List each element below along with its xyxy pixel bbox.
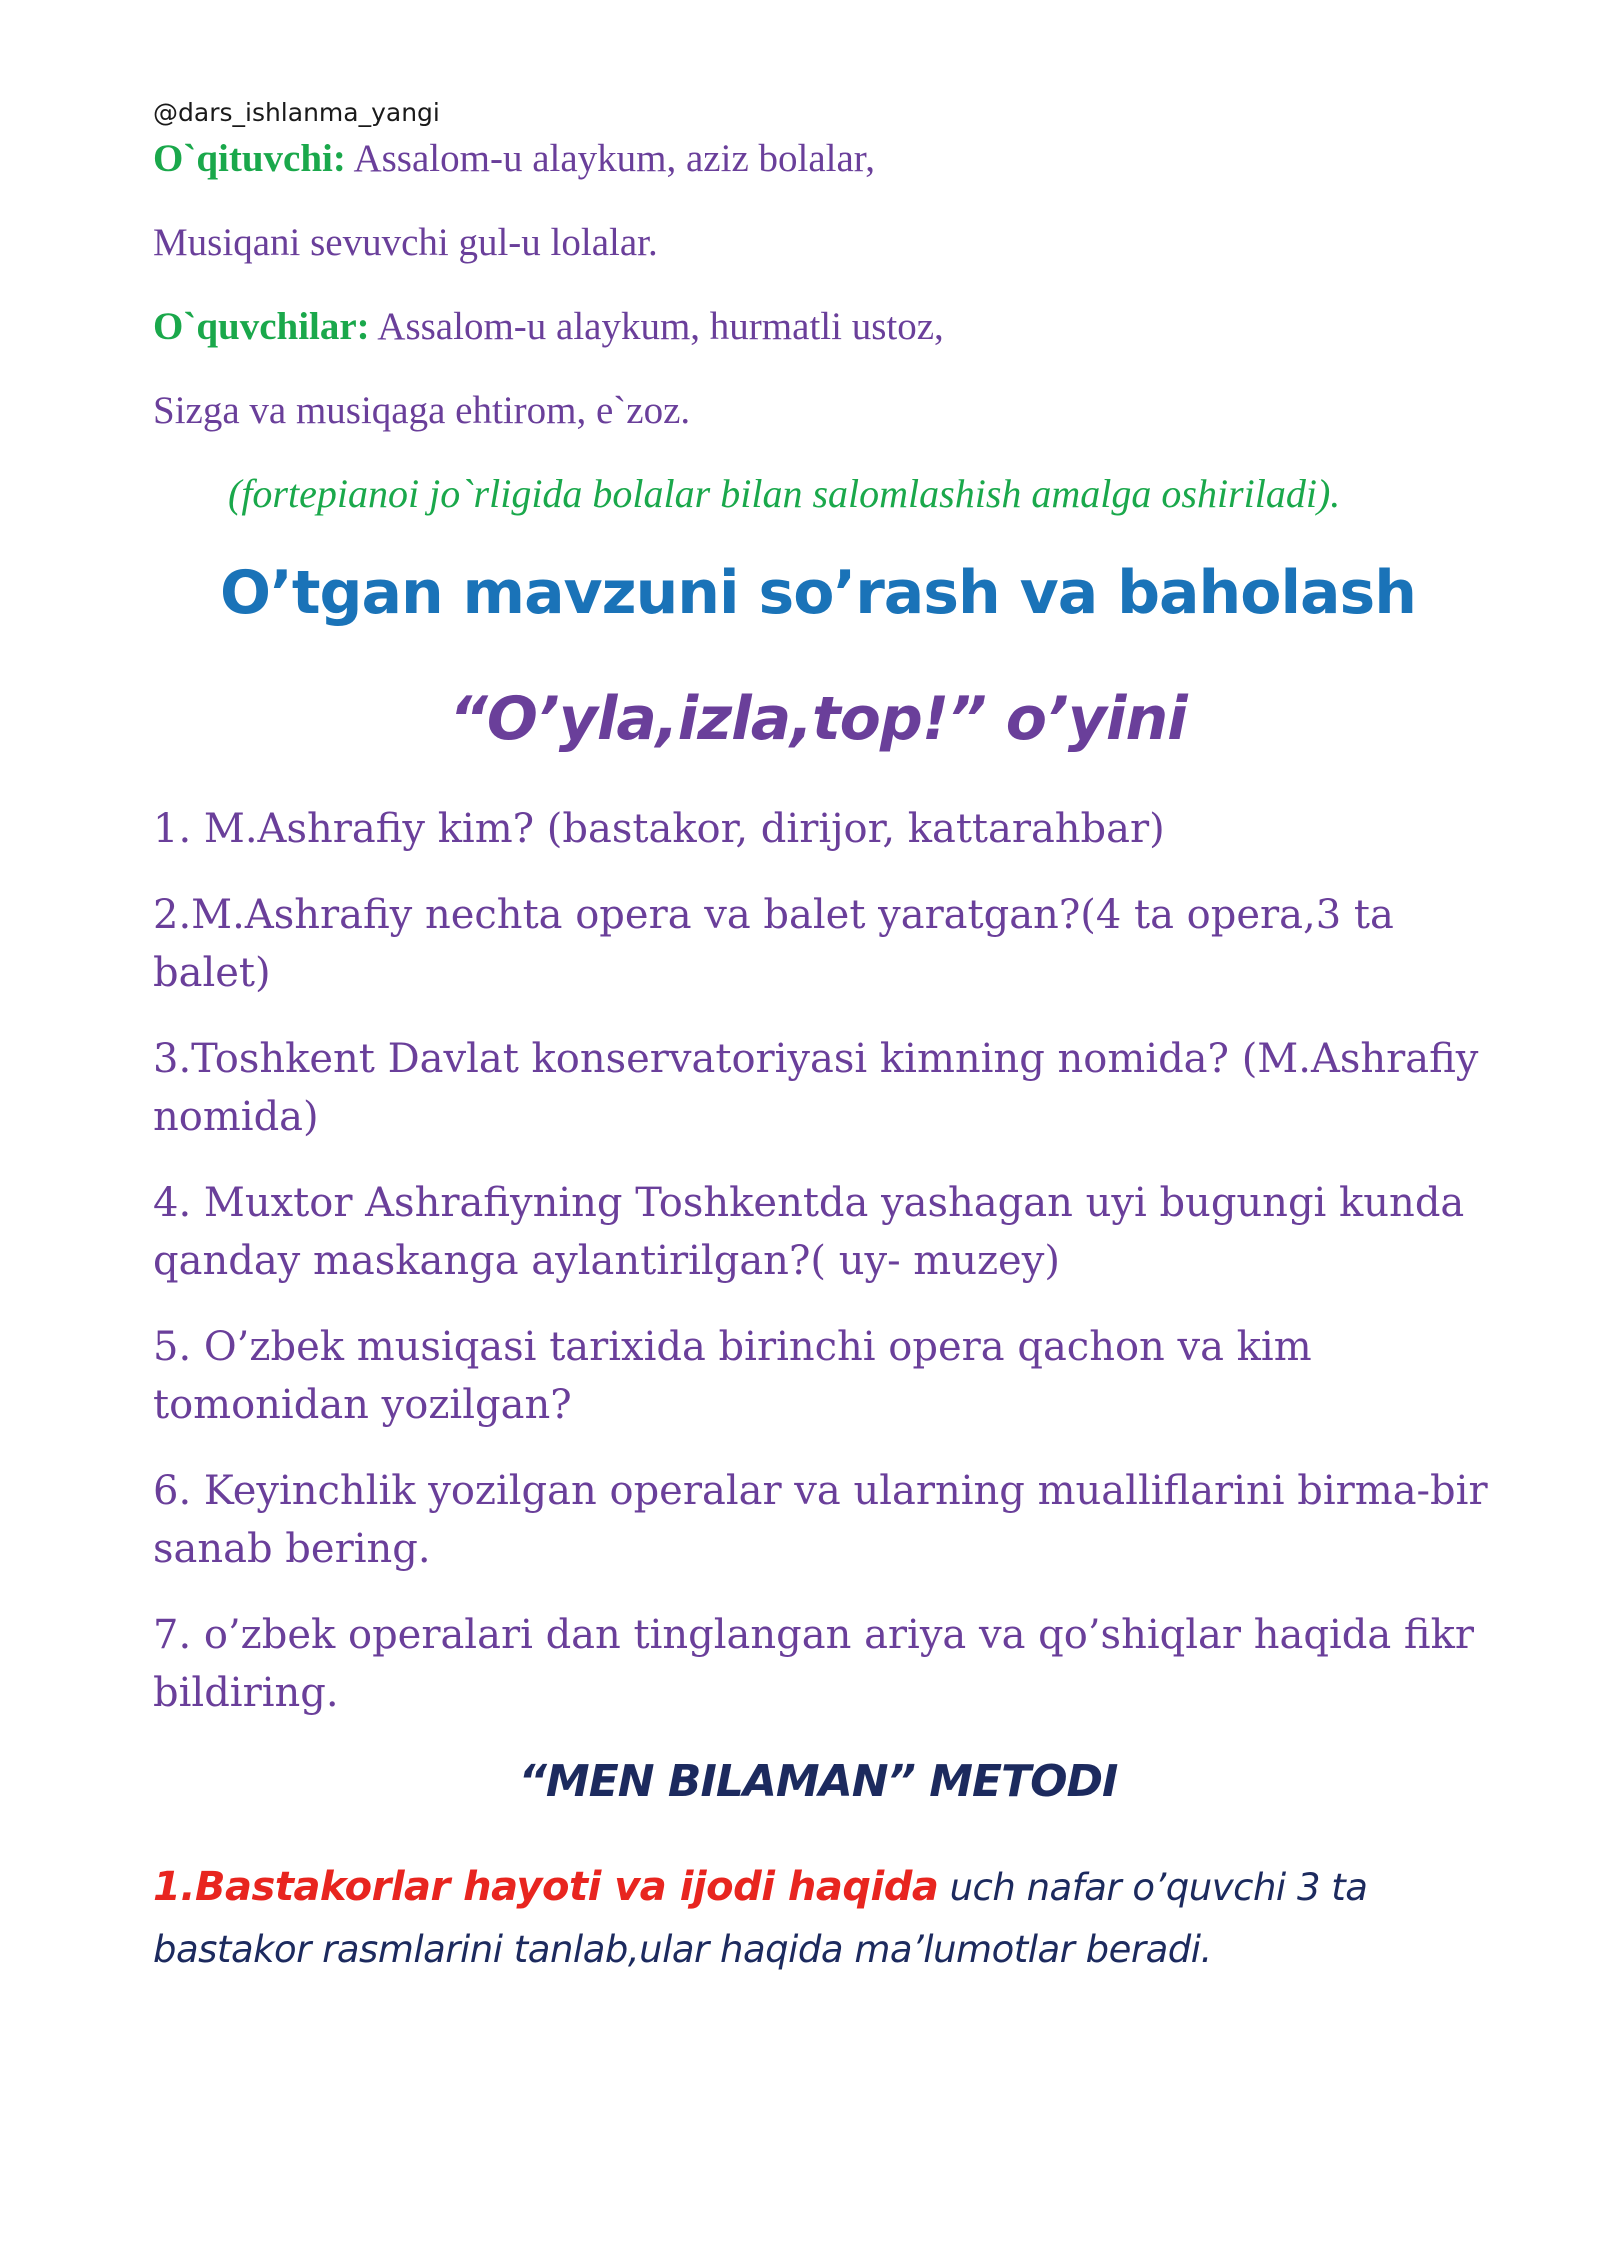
stage-direction: (fortepianoi jo`rligida bolalar bilan salomlashish amalga oshiriladi). bbox=[228, 471, 1341, 516]
game-title: “O’yla,izla,top!” o’yini bbox=[449, 684, 1187, 754]
question-item: 4. Muxtor Ashrafiyning Toshkentda yashagan uyi bugungi kunda qanday maskanga aylantirilgan?( uy- muzey) bbox=[153, 1180, 1465, 1284]
method-item-text: uch nafar o’quvchi 3 ta bastakor rasmlarini tanlab,ular haqida ma’lumotlar beradi. bbox=[153, 1866, 1368, 1971]
question-item: 2.M.Ashrafiy nechta opera va balet yaratgan?(4 ta opera,3 ta balet) bbox=[153, 892, 1394, 996]
students-greeting-text: Assalom-u alaykum, hurmatli ustoz, bbox=[377, 305, 944, 348]
question-item: 7. o’zbek operalari dan tinglangan ariya va qo’shiqlar haqida fikr bildiring. bbox=[153, 1612, 1474, 1716]
method-title: “MEN BILAMAN” METODI bbox=[518, 1756, 1118, 1807]
students-label: O`quvchilar: bbox=[153, 305, 370, 348]
watermark-handle: @dars_ishlanma_yangi bbox=[153, 98, 440, 127]
teacher-greeting-line-2: Musiqani sevuvchi gul-u lolalar. bbox=[153, 221, 658, 264]
teacher-greeting-line-1 bbox=[153, 136, 875, 181]
teacher-label: O`qituvchi: bbox=[153, 137, 346, 180]
teacher-greeting-text: Assalom-u alaykum, aziz bolalar, bbox=[353, 137, 875, 180]
students-greeting-line-2: Sizga va musiqaga ehtirom, e`zoz. bbox=[153, 389, 691, 432]
question-list bbox=[153, 800, 1493, 1750]
question-item: 1. M.Ashrafiy kim? (bastakor, dirijor, kattarahbar) bbox=[153, 806, 1165, 852]
question-item: 6. Keyinchlik yozilgan operalar va ularning mualliflarini birma-bir sanab bering. bbox=[153, 1468, 1488, 1572]
students-greeting-line-1 bbox=[153, 304, 944, 349]
method-item-1 bbox=[153, 1856, 1493, 1981]
method-item-lead: 1.Bastakorlar hayoti va ijodi haqida bbox=[153, 1864, 939, 1910]
question-item: 5. O’zbek musiqasi tarixida birinchi opera qachon va kim tomonidan yozilgan? bbox=[153, 1324, 1312, 1428]
question-item: 3.Toshkent Davlat konservatoriyasi kimning nomida? (M.Ashrafiy nomida) bbox=[153, 1036, 1479, 1140]
section-title: O’tgan mavzuni so’rash va baholash bbox=[220, 558, 1416, 628]
